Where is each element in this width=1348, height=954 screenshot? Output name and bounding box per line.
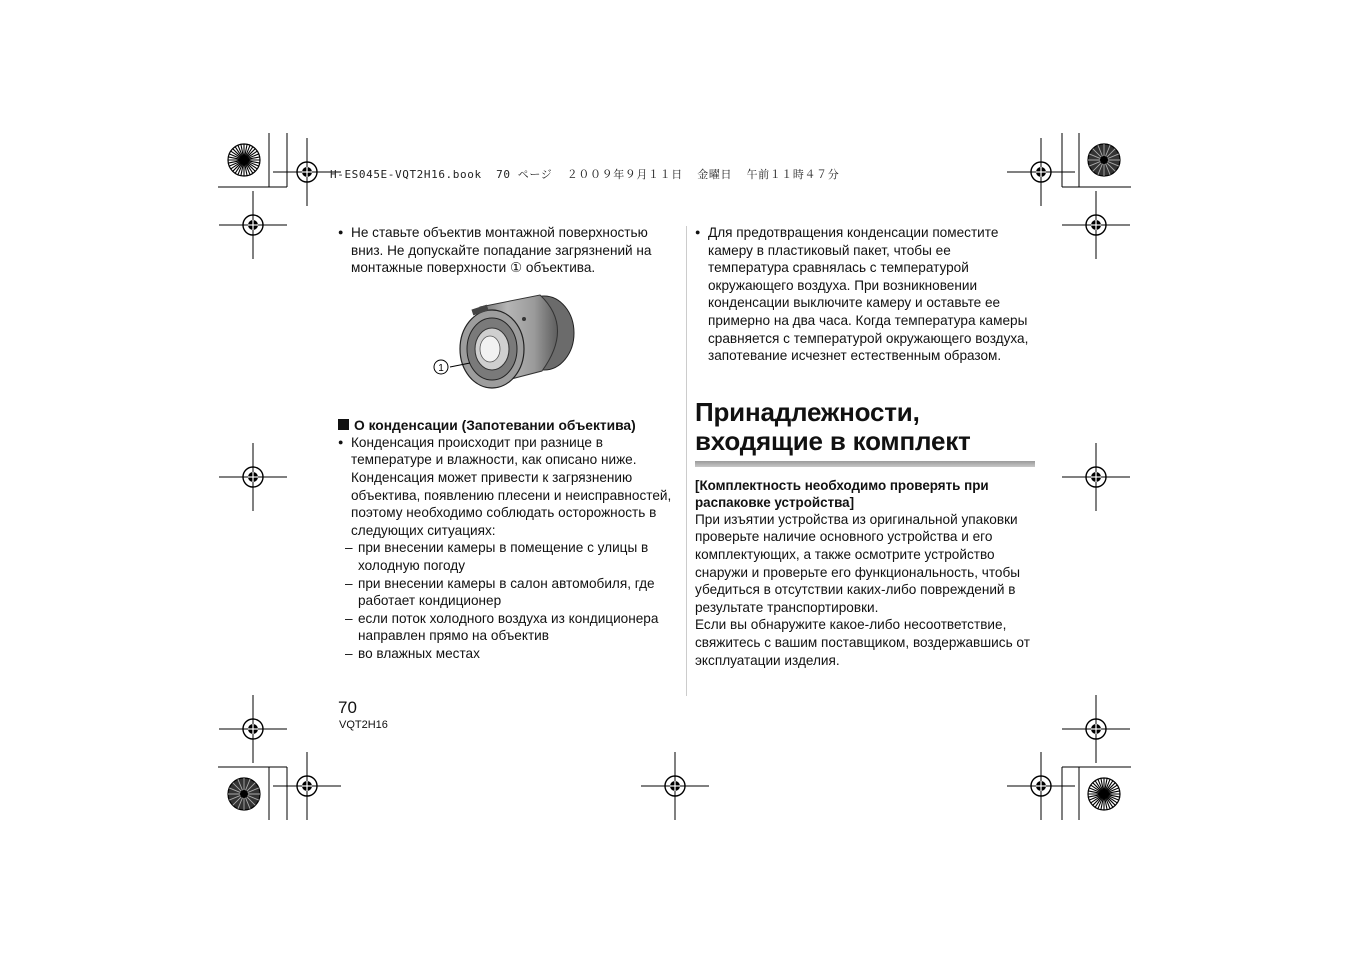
section-square-icon [338,419,349,430]
registration-mark-icon [1062,443,1130,511]
condensation-subheading [338,417,680,434]
section-title: Принадлежности, входящие в комплект [695,396,971,456]
registration-mark-icon [1062,695,1130,763]
color-target-icon [228,778,260,810]
registration-mark-icon [219,443,287,511]
prevention-bullet: ● Для предотвращения конденсации поместите камеру в пластиковый пакет, чтобы ее температура сравнялась с температурой окружающего воздуха. При возникновении конденсации выключите камеру и оставьте ее примерно на два часа. Когда температура камеры сравняется с температурой окружающего воздуха, запотевание исчезнет естественным образом. [695,224,1035,365]
svg-text:1: 1 [438,362,444,374]
document-code: VQT2H16 [339,719,388,731]
lens-figure [432,287,582,393]
registration-mark-icon [641,752,709,820]
print-header: H-ES045E-VQT2H16.book 70 ページ ２００９年９月１１日 金曜日 午前１１時４７分 [330,168,840,181]
color-target-icon [1088,778,1120,810]
subheading-text: О конденсации (Запотевании объектива) [354,417,636,433]
color-target-icon [228,144,260,176]
title-underline-bar [695,461,1035,467]
registration-mark-icon [219,191,287,259]
mount-warning-bullet: ● Не ставьте объектив монтажной поверхностью вниз. Не допускайте попадание загрязнений на монтажные поверхности ① объектива. [338,224,680,277]
page-number: 70 [338,698,357,717]
situation-item: – при внесении камеры в помещение с улицы в холодную погоду [345,540,649,573]
bracket-heading: [Комплектность необходимо проверять при распаковке устройства] [695,477,989,510]
right-column [695,224,1035,669]
left-column [338,224,680,663]
registration-mark-icon [219,695,287,763]
color-target-icon [1088,144,1120,176]
situation-item: – если поток холодного воздуха из кондиционера направлен прямо на объектив [345,610,659,644]
situation-item: – во влажных местах [345,645,480,661]
accessories-body: При изъятии устройства из оригинальной упаковки проверьте наличие основного устройства и его комплектующих, а также осмотрите устройство снаружи и проверьте его функциональность, чтобы убедиться в отсутствии каких-либо повреждений в результате транспортировки. Если вы обнаружите какое-либо несоответствие, свяжитесь с вашим поставщиком, воздержавшись от эксплуатации изделия. [695,511,1030,668]
column-divider [686,226,687,696]
lens-illustration [432,287,582,393]
registration-mark-icon [1007,752,1075,820]
registration-mark-icon [273,752,341,820]
registration-mark-icon [1007,138,1075,206]
condensation-bullet: ● Конденсация происходит при разнице в температуре и влажности, как описано ниже. Конденсация может привести к загрязнению объектива, появлению плесени и неисправностей, поэтому необходимо соблюдать осторожность в следующих ситуациях: [338,434,680,540]
registration-mark-icon [1062,191,1130,259]
situation-item: – при внесении камеры в салон автомобиля, где работает кондиционер [345,575,655,609]
